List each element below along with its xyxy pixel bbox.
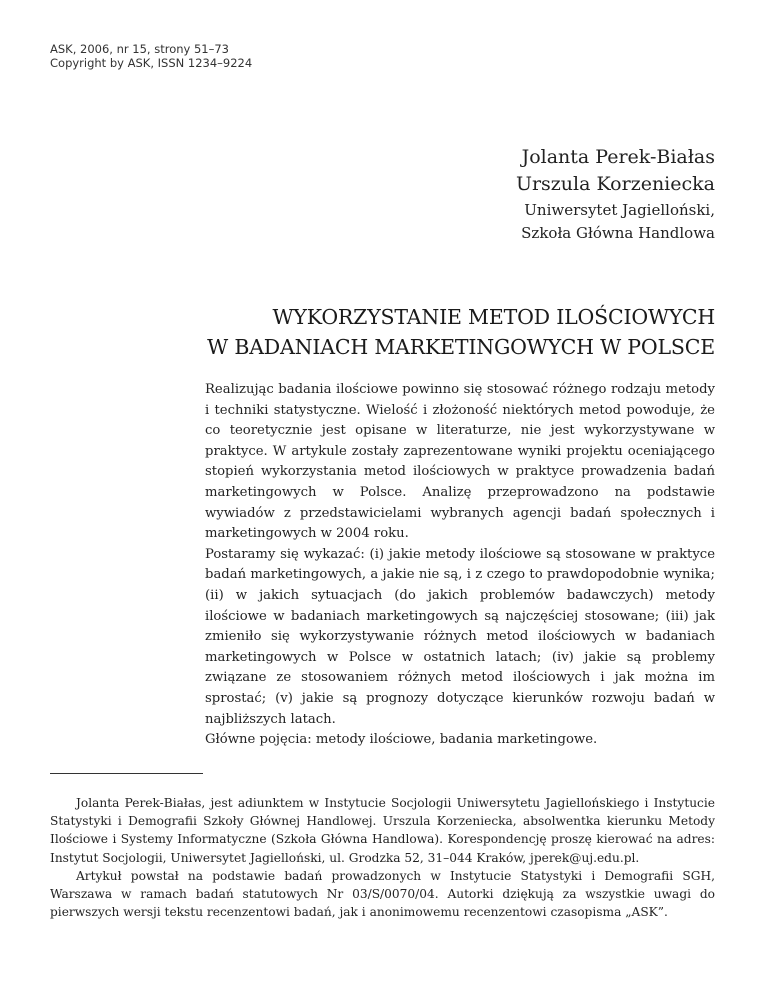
keywords: Główne pojęcia: metody ilościowe, badania marketingowe. [205, 732, 598, 748]
abstract-paragraph: Postaramy się wykazać: (i) jakie metody ilościowe są stosowane w praktyce badań marketingowych, a jakie nie są, i z czego to prawdopodobnie wynika; (ii) w jakich sytuacjach (do jakich problemów badawczych) metody ilościowe w badaniach marketingowych są najczęściej stosowane; (iii) jak zmieniło się wykorzystywanie różnych metod ilościowych w badaniach marketingowych w Polsce w ostatnich latach; (iv) jakie są problemy związane ze stosowaniem różnych metod ilościowych i jak można im sprostać; (v) jakie są prognozy dotyczące kierunków rozwoju badań w najbliższych latach. [205, 546, 715, 727]
title-line: WYKORZYSTANIE METOD ILOŚCIOWYCH [272, 305, 715, 329]
journal-citation: ASK, 2006, nr 15, strony 51–73 [50, 42, 229, 56]
abstract-paragraph: Realizując badania ilościowe powinno się stosować różnego rodzaju metody i techniki statystyczne. Wielość i złożoność niektórych metod powoduje, że co teoretycznie jest opisane w literaturze, nie jest wykorzystywane w praktyce. W artykule zostały zaprezentowane wyniki projektu oceniającego stopień wykorzystania metod ilościowych w praktyce prowadzenia badań marketingowych w Polsce. Analizę przeprowadzono na podstawie wywiadów z przedstawicielami wybranych agencji badań społecznych i marketingowych w 2004 roku. [205, 382, 715, 542]
author-block [516, 144, 715, 245]
author-name: Urszula Korzeniecka [515, 173, 715, 195]
affiliation-line: Szkoła Główna Handlowa [521, 224, 715, 242]
footnotes [50, 794, 715, 921]
footnote-divider [50, 773, 203, 774]
footnote-acknowledgement: Artykuł powstał na podstawie badań prowadzonych w Instytucie Statystyki i Demografii SGH, Warszawa w ramach badań statutowych Nr 03/S/0070/04. Autorki dziękują za wszystkie uwagi do pierwszych wersji tekstu recenzentowi badań, jak i anonimowemu recenzentowi czasopisma „ASK”. [50, 868, 715, 920]
author-affiliation [516, 199, 715, 245]
abstract [205, 380, 715, 751]
title-line: W BADANIACH MARKETINGOWYCH W POLSCE [207, 335, 715, 359]
footnote-author-info: Jolanta Perek-Białas, jest adiunktem w Instytucie Socjologii Uniwersytetu Jagiellońskiego i Instytucie Statystyki i Demografii Szkoły Głównej Handlowej. Urszula Korzeniecka, absolwentka kierunku Metody Ilościowe i Systemy Informatyczne (Szkoła Główna Handlowa). Korespondencję proszę kierować na adres: Instytut Socjologii, Uniwersytet Jagielloński, ul. Grodzka 52, 31–044 Kraków, jperek@uj.edu.pl. [50, 796, 715, 865]
affiliation-line: Uniwersytet Jagielloński, [524, 201, 715, 219]
journal-header [50, 42, 252, 70]
article-title [50, 302, 715, 362]
author-name: Jolanta Perek-Białas [521, 146, 715, 168]
copyright-line: Copyright by ASK, ISSN 1234–9224 [50, 56, 253, 70]
